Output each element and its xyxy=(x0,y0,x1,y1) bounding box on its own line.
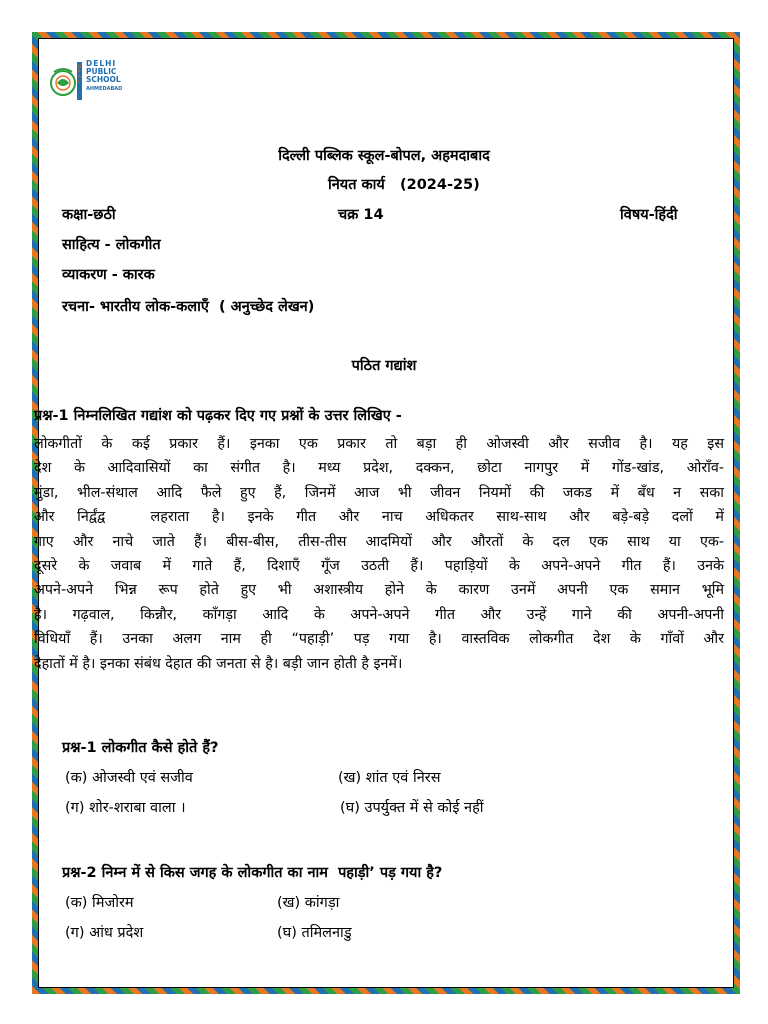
question-2-option-b: (ख) कांगड़ा xyxy=(277,895,340,911)
class-label: कक्षा-छठी xyxy=(62,207,116,223)
literature-topic: साहित्य - लोकगीत xyxy=(62,237,161,253)
question-2-option-c: (ग) आंध प्रदेश xyxy=(65,925,144,941)
passage-line: है। गढ़वाल, किन्नौर, काँगड़ा आदि के अपने-अपने गीत और उन्हें गाने की अपनी-अपनी xyxy=(34,606,724,623)
logo-emblem-letters: OPAL xyxy=(78,64,82,84)
passage-line: देश के आदिवासियों का संगीत है। मध्य प्रदेश, दक्कन, छोटा नागपुर में गोंड-खांड, ओराँव- xyxy=(34,460,724,477)
logo-name-line-3: SCHOOL xyxy=(86,75,121,84)
passage-line: दूसरे के जवाब में गाते हैं, दिशाएँ गूँज उठती हैं। पहाड़ियों के अपने-अपने गीत हैं। उनके xyxy=(34,558,724,575)
passage-line: गाए और नाचे जाते हैं। बीस-बीस, तीस-तीस आदमियों और औरतों के दल एक साथ या एक- xyxy=(34,533,724,550)
logo-city: AHMEDABAD xyxy=(86,86,123,92)
question-2-text: प्रश्न-2 निम्न में से किस जगह के लोकगीत का नाम पहाड़ी’ पड़ गया है? xyxy=(62,865,443,881)
question-1-option-c: (ग) शोर-शराबा वाला । xyxy=(65,800,186,816)
assignment-title: नियत कार्य (2024-25) xyxy=(328,177,480,193)
question-1-text: प्रश्न-1 लोकगीत कैसे होते हैं? xyxy=(62,740,219,756)
passage-line: देहातों में है। इनका संबंध देहात की जनता से है। बड़ी जान होती है इनमें। xyxy=(34,655,403,672)
instruction: प्रश्न-1 निम्नलिखित गद्यांश को पढ़कर दिए गए प्रश्नों के उत्तर लिखिए - xyxy=(34,408,402,424)
logo-name-line-2: PUBLIC xyxy=(86,67,117,76)
question-1-option-d: (घ) उपर्युक्त में से कोई नहीं xyxy=(340,800,484,816)
question-1-option-b: (ख) शांत एवं निरस xyxy=(338,770,441,786)
passage-line: और निर्द्वंद्व लहराता है। इनके गीत और नाच अधिकतर साथ-साथ और बड़े-बड़े दलों में xyxy=(34,509,724,526)
passage-line: विधियाँ हैं। उनका अलग नाम ही “पहाड़ी’ पड़ गया है। वास्तविक लोकगीत देश के गाँवों और xyxy=(34,631,724,648)
question-2-option-a: (क) मिजोरम xyxy=(65,895,134,911)
passage xyxy=(34,432,724,676)
school-title: दिल्ली पब्लिक स्कूल-बोपल, अहमदाबाद xyxy=(278,148,490,164)
question-1-option-a: (क) ओजस्वी एवं सजीव xyxy=(65,770,193,786)
section-title: पठित गद्यांश xyxy=(351,358,417,374)
passage-line: लोकगीतों के कई प्रकार हैं। इनका एक प्रकार तो बड़ा ही ओजस्वी और सजीव है। यह इस xyxy=(34,436,724,452)
grammar-topic: व्याकरण - कारक xyxy=(62,267,155,283)
passage-line: अपने-अपने भिन्न रूप होते हुए भी अशास्त्रीय होने के कारण उनमें अपनी एक समान भूमि xyxy=(34,582,724,599)
subject-label: विषय-हिंदी xyxy=(620,207,678,223)
cycle-label: चक्र 14 xyxy=(338,207,384,223)
logo-name-line-1: DELHI xyxy=(86,59,117,68)
school-logo xyxy=(48,58,140,104)
composition-topic: रचना- भारतीय लोक-कलाएँ ( अनुच्छेद लेखन) xyxy=(62,299,315,315)
question-2-option-d: (घ) तमिलनाडु xyxy=(277,925,352,941)
passage-line: मुंडा, भील-संथाल आदि फैले हुए हैं, जिनमें आज भी जीवन नियमों की जकड में बँध न सका xyxy=(34,484,724,501)
